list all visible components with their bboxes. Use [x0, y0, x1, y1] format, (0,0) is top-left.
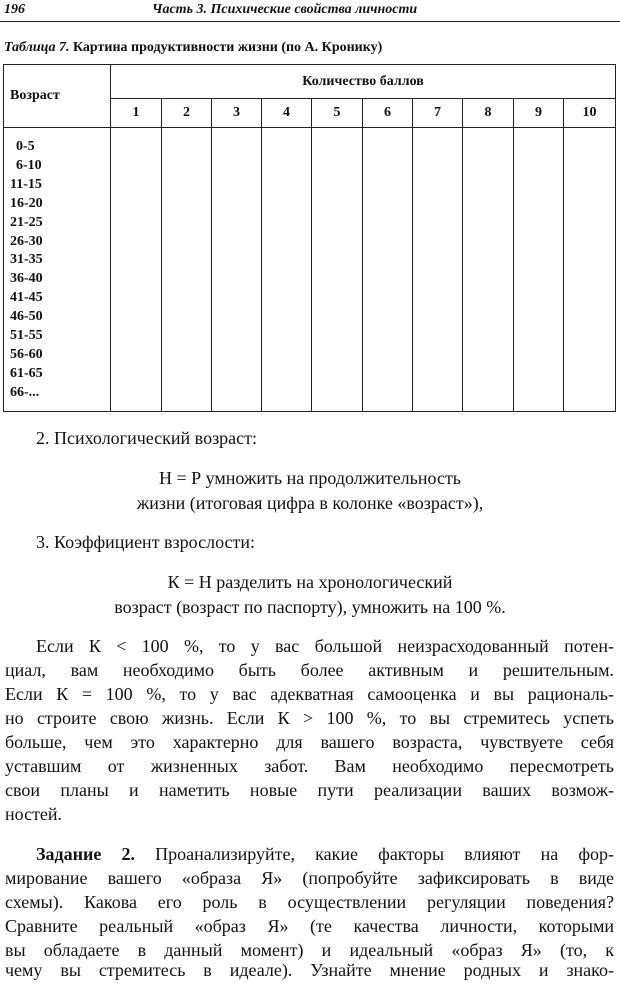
score-cell — [312, 128, 363, 412]
age-row: 41-45 — [10, 290, 43, 306]
score-cell — [514, 128, 564, 412]
point-column-header: 1 — [111, 99, 162, 128]
age-row: 26-30 — [10, 233, 43, 249]
task2-first-line-rest: Проанализируйте, какие факторы влияют на фор- — [135, 844, 614, 864]
age-row: 51-55 — [10, 328, 43, 344]
score-cell — [262, 128, 312, 412]
age-row: 56-60 — [10, 346, 43, 362]
paragraph-line: чему вы стремитесь в идеале). Узнайте мнение родных и знако- — [5, 960, 614, 980]
item2-formula-line1: Н = Р умножить на продолжительность — [158, 468, 462, 488]
point-column-header: 3 — [212, 99, 262, 128]
table-caption — [4, 40, 382, 56]
item3-title: 3. Коэффициент взрослости: — [36, 532, 256, 552]
point-column-header: 4 — [262, 99, 312, 128]
item3-formula-line2: возраст (возраст по паспорту), умножить на 100 %. — [114, 597, 506, 617]
running-header — [0, 0, 620, 22]
age-row: 46-50 — [10, 309, 43, 325]
age-row: 6-10 — [16, 157, 42, 173]
score-cell — [111, 128, 162, 412]
item2-formula-line2: жизни (итоговая цифра в колонке «возраст»), — [136, 493, 484, 513]
score-cell — [212, 128, 262, 412]
age-row: 21-25 — [10, 214, 43, 230]
point-column-header: 5 — [312, 99, 363, 128]
table-caption-text: Картина продуктивности жизни (по А. Кронику) — [69, 40, 383, 55]
paragraph-line: больше, чем это характерно для вашего возраста, чувствуете себя — [5, 732, 614, 752]
paragraph-line: вы обладаете в данный момент) и идеальный «образ Я» (то, к — [5, 940, 614, 960]
paragraph-line: схемы). Какова его роль в осуществлении регуляции поведения? — [5, 892, 614, 912]
paragraph-line: уставшим от жизненных забот. Вам необходимо пересмотреть — [5, 756, 614, 776]
age-row: 11-15 — [10, 176, 42, 192]
score-cell — [463, 128, 514, 412]
score-cell — [162, 128, 212, 412]
point-column-header: 7 — [413, 99, 463, 128]
paragraph-line: Если К < 100 %, то у вас большой неизрасходованный потен- — [36, 636, 614, 656]
age-row: 66-... — [10, 384, 40, 400]
productivity-table — [3, 64, 616, 412]
score-cell — [363, 128, 413, 412]
task2-label: Задание 2. — [36, 844, 135, 864]
item3-formula-line1: К = Н разделить на хронологический — [167, 572, 453, 592]
running-title: Часть 3. Психические свойства личности — [152, 2, 418, 17]
score-cell — [413, 128, 463, 412]
table-caption-label: Таблица 7. — [4, 40, 70, 55]
paragraph-line: мирование вашего «образа Я» (попробуйте зафиксировать в виде — [5, 868, 614, 888]
header-rule — [0, 21, 620, 22]
point-column-header: 6 — [363, 99, 413, 128]
paragraph-line: ностей. — [5, 804, 63, 824]
paragraph-line: циал, вам необходимо быть более активным и решительным. — [5, 660, 614, 680]
paragraph-line: свои планы и наметить новые пути реализации ваших возмож- — [5, 780, 614, 800]
points-header: Количество баллов — [111, 65, 616, 99]
score-cell — [564, 128, 616, 412]
age-row: 31-35 — [10, 252, 43, 268]
paragraph-line: Сравните реальный «образ Я» (те качества личности, которыми — [5, 916, 614, 936]
point-column-header: 9 — [514, 99, 564, 128]
age-list — [4, 128, 111, 412]
age-row: 0-5 — [16, 139, 35, 154]
age-row: 36-40 — [10, 271, 43, 287]
paragraph-line: но строите свою жизнь. Если К > 100 %, то вы стремитесь успеть — [5, 708, 614, 728]
age-row: 16-20 — [10, 195, 43, 211]
point-column-header: 8 — [463, 99, 514, 128]
age-row: 61-65 — [10, 365, 43, 381]
page-number: 196 — [4, 2, 25, 17]
item2-title: 2. Психологический возраст: — [36, 428, 258, 448]
age-column-header: Возраст — [4, 65, 111, 128]
paragraph-line: Если К = 100 %, то у вас адекватная самооценка и вы рациональ- — [5, 684, 614, 704]
point-column-header: 10 — [564, 99, 616, 128]
point-column-header: 2 — [162, 99, 212, 128]
task2-first-line — [36, 842, 614, 867]
